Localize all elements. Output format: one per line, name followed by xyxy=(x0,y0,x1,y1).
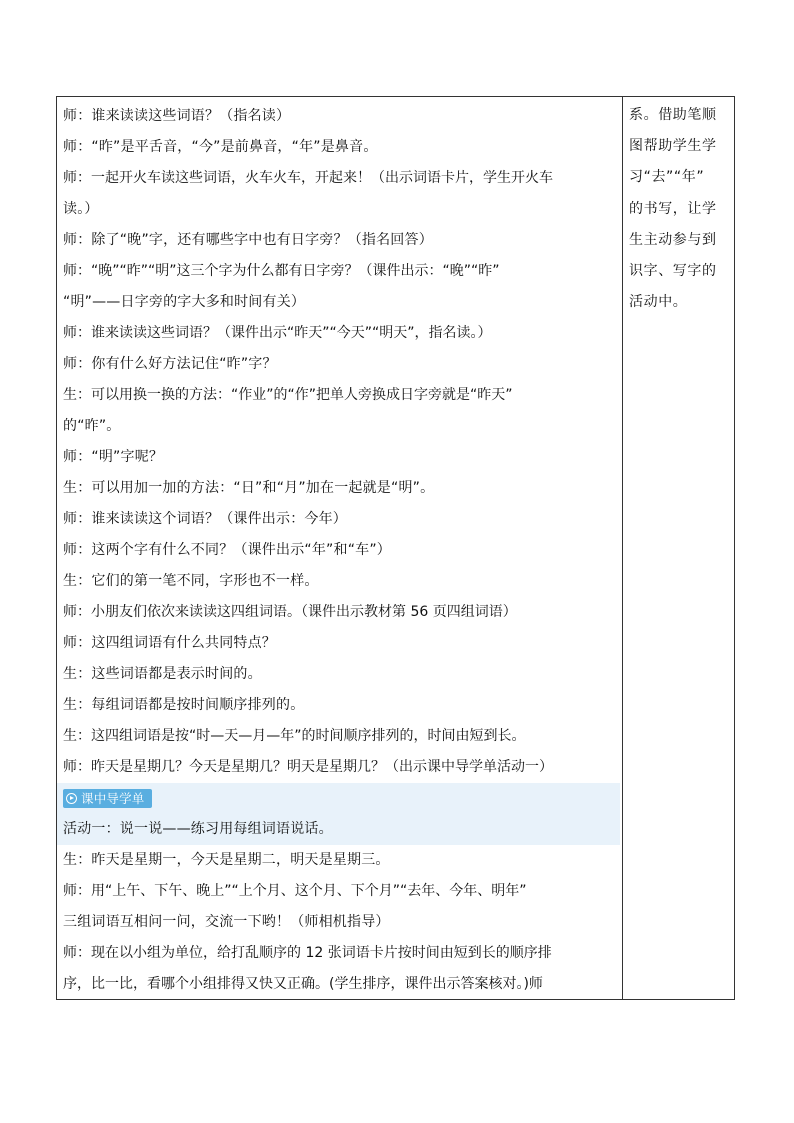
dialogue-line: 师：“明”字呢？ xyxy=(63,449,164,465)
intent-line: 图帮助学生学 xyxy=(629,138,717,155)
dialogue-line: 读。） xyxy=(63,201,99,217)
dialogue-column xyxy=(57,101,620,1000)
dialogue-line: 师：谁来读读这些词语？（指名读） xyxy=(63,108,291,124)
dialogue-line: 师：小朋友们依次来读读这四组词语。（课件出示教材第 56 页四组词语） xyxy=(63,604,517,620)
lesson-table xyxy=(56,96,735,1000)
dialogue-line: 生：这些词语都是表示时间的。 xyxy=(63,666,262,682)
dialogue-line: “明”——日字旁的字大多和时间有关） xyxy=(63,294,306,310)
dialogue-line: 的“昨”。 xyxy=(63,418,121,434)
dialogue-line: 师：现在以小组为单位，给打乱顺序的 12 张词语卡片按时间由短到长的顺序排 xyxy=(63,945,552,961)
dialogue-line: 师：“昨”是平舌音，“今”是前鼻音，“年”是鼻音。 xyxy=(63,139,378,155)
guide-badge xyxy=(63,789,152,808)
dialogue-line: 师：谁来读读这个词语？（课件出示：今年） xyxy=(63,511,347,527)
dialogue-line: 三组词语互相问一问，交流一下哟！（师相机指导） xyxy=(63,914,390,930)
intent-line: 活动中。 xyxy=(629,294,688,311)
dialogue-line: 生：每组词语都是按时间顺序排列的。 xyxy=(63,697,305,713)
dialogue-line: 师：昨天是星期几？今天是星期几？明天是星期几？（出示课中导学单活动一） xyxy=(63,759,553,775)
dialogue-line: 师：用“上午、下午、晚上”“上个月、这个月、下个月”“去年、今年、明年” xyxy=(63,883,527,899)
dialogue-line: 师：一起开火车读这些词语，火车火车，开起来！（出示词语卡片，学生开火车 xyxy=(63,170,553,186)
dialogue-line: 师：你有什么好方法记住“昨”字？ xyxy=(63,356,277,372)
dialogue-line: 生：可以用加一加的方法：“日”和“月”加在一起就是“明”。 xyxy=(63,480,435,496)
activity-line: 活动一：说一说——练习用每组词语说话。 xyxy=(57,814,620,845)
play-circle-icon xyxy=(66,793,77,804)
dialogue-line: 生：昨天是星期一，今天是星期二，明天是星期三。 xyxy=(63,852,390,868)
column-divider xyxy=(622,97,623,999)
dialogue-line: 师：除了“晚”字，还有哪些字中也有日字旁？（指名回答） xyxy=(63,232,433,248)
intent-line: 习“去”“年” xyxy=(629,169,705,186)
dialogue-line: 师：这两个字有什么不同？（课件出示“年”和“车”） xyxy=(63,542,392,558)
intent-line: 生主动参与到 xyxy=(629,231,717,248)
intent-line: 系。借助笔顺 xyxy=(629,107,717,123)
intent-line: 的书写，让学 xyxy=(629,200,717,217)
intent-line: 识字、写字的 xyxy=(629,262,717,279)
guide-header-band xyxy=(57,783,620,814)
design-intent-column xyxy=(629,100,733,318)
dialogue-line: 生：可以用换一换的方法：“作业”的“作”把单人旁换成日字旁就是“昨天” xyxy=(63,387,513,403)
guide-badge-label: 课中导学单 xyxy=(81,791,145,806)
dialogue-line: 序，比一比，看哪个小组排得又快又正确。(学生排序，课件出示答案核对。)师 xyxy=(63,976,543,992)
dialogue-line: 师：“晚”“昨”“明”这三个字为什么都有日字旁？（课件出示：“晚”“昨” xyxy=(63,263,500,279)
dialogue-line: 生：这四组词语是按“时—天—月—年”的时间顺序排列的，时间由短到长。 xyxy=(63,728,526,744)
dialogue-line: 生：它们的第一笔不同，字形也不一样。 xyxy=(63,573,319,589)
dialogue-line: 师：谁来读读这些词语？（课件出示“昨天”“今天”“明天”，指名读。） xyxy=(63,325,492,341)
dialogue-line: 师：这四组词语有什么共同特点？ xyxy=(63,635,276,651)
